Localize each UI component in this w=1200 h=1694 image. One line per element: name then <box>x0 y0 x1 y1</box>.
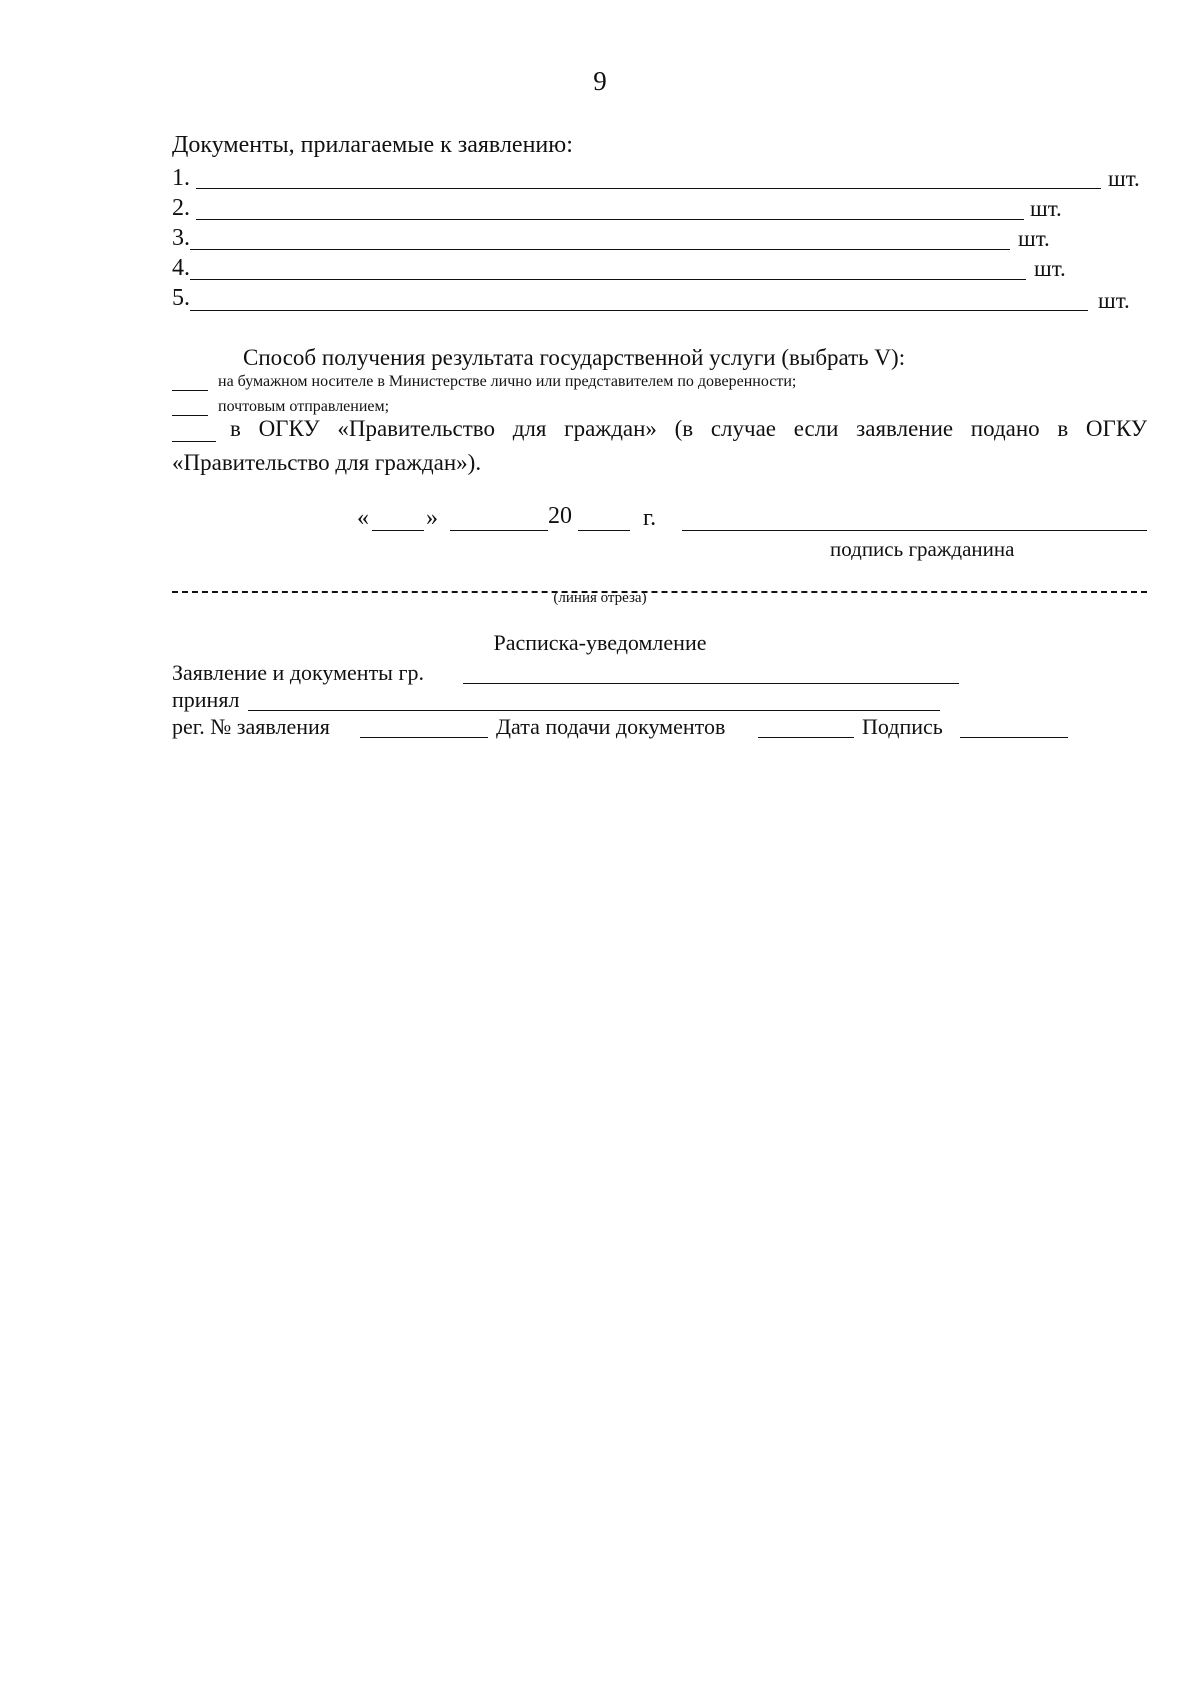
citizen-signature-field[interactable] <box>682 530 1147 531</box>
date-month-field[interactable] <box>450 530 548 531</box>
date-year-field[interactable] <box>578 530 630 531</box>
document-item-4-unit: шт. <box>1034 256 1066 281</box>
date-day-field[interactable] <box>372 530 424 531</box>
option-2-label: почтовым отправлением; <box>218 398 390 415</box>
option-3-word: ОГКУ <box>1085 416 1147 441</box>
document-item-3-unit: шт. <box>1018 226 1050 251</box>
document-item-4-number: 4. <box>172 255 190 281</box>
option-1-checkbox-blank[interactable] <box>172 390 208 391</box>
receipt-reg-number-field[interactable] <box>360 737 488 738</box>
document-item-5-unit: шт. <box>1098 288 1130 313</box>
receipt-title: Расписка-уведомление <box>493 630 707 655</box>
receipt-reg-number-label: рег. № заявления <box>172 714 330 739</box>
document-item-1-unit: шт. <box>1108 166 1140 191</box>
option-1-label: на бумажном носителе в Министерстве лично или представителем по доверенности; <box>218 373 797 390</box>
cut-line-caption: (линия отреза) <box>553 590 647 606</box>
receipt-applicant-label: Заявление и документы гр. <box>172 660 424 685</box>
receipt-signature-label: Подпись <box>862 714 943 739</box>
document-item-2-unit: шт. <box>1030 196 1062 221</box>
document-item-1-field[interactable] <box>196 188 1101 189</box>
document-item-4-field[interactable] <box>190 279 1026 280</box>
date-open-quote: « <box>357 505 369 531</box>
document-item-5-field[interactable] <box>190 310 1088 311</box>
date-year-suffix: г. <box>643 505 657 531</box>
date-close-quote: » <box>426 505 438 531</box>
option-3-word: если <box>793 416 839 441</box>
receipt-applicant-field[interactable] <box>463 683 959 684</box>
option-3-checkbox-blank[interactable] <box>172 441 216 442</box>
document-item-3-field[interactable] <box>190 249 1010 250</box>
option-3-word: заявление <box>856 416 954 441</box>
document-item-2-field[interactable] <box>196 219 1024 220</box>
receipt-accepted-field[interactable] <box>248 710 940 711</box>
document-item-2-number: 2. <box>172 195 190 221</box>
document-item-1-number: 1. <box>172 165 190 191</box>
option-3-word: граждан» <box>564 416 657 441</box>
receipt-date-field[interactable] <box>758 737 854 738</box>
page-number: 9 <box>593 66 607 96</box>
option-3-word: «Правительство <box>337 416 496 441</box>
option-3-label-line-2: «Правительство для граждан»). <box>172 450 482 475</box>
option-3-word: подано <box>970 416 1040 441</box>
receipt-signature-field[interactable] <box>960 737 1068 738</box>
option-3-word: в <box>1057 416 1069 441</box>
method-title: Способ получения результата государственной услуги (выбрать V): <box>243 345 906 370</box>
receipt-date-label: Дата подачи документов <box>496 714 726 739</box>
option-3-word: (в <box>674 416 694 441</box>
document-item-3-number: 3. <box>172 225 190 251</box>
date-century: 20 <box>548 503 572 529</box>
option-3-word: в <box>230 416 241 441</box>
receipt-accepted-label: принял <box>172 687 240 712</box>
option-3-word: ОГКУ <box>258 416 320 441</box>
option-3-word: для <box>512 416 547 441</box>
option-2-checkbox-blank[interactable] <box>172 415 208 416</box>
documents-title: Документы, прилагаемые к заявлению: <box>172 132 573 158</box>
document-item-5-number: 5. <box>172 285 190 311</box>
signature-caption: подпись гражданина <box>830 537 1015 561</box>
option-3-label-line-1 <box>230 416 1147 442</box>
option-3-word: случае <box>710 416 776 441</box>
